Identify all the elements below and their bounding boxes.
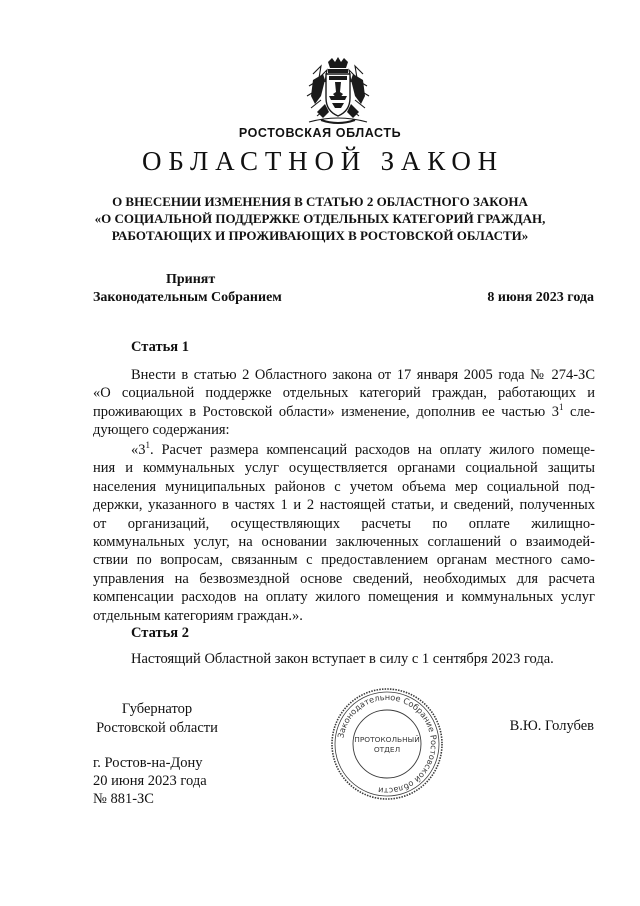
text-line: отдельным категориям граждан.». bbox=[93, 607, 303, 624]
text-span: . Расчет размера компенсаций расходов на оплату жилого помеще- bbox=[150, 442, 595, 458]
stamp-center-line: ПРОТОКОЛЬНЫЙ bbox=[354, 735, 420, 744]
region-name: РОСТОВСКАЯ ОБЛАСТЬ bbox=[238, 126, 402, 140]
superscript: 1 bbox=[559, 401, 564, 412]
law-subject-title bbox=[60, 193, 580, 244]
governor-name: В.Ю. Голубев bbox=[509, 718, 594, 734]
text-line: коммунальных услуг, на основании заключенных соглашений о взаимодей- bbox=[93, 534, 595, 551]
text-line bbox=[93, 441, 595, 459]
signing-place: г. Ростов-на-Дону bbox=[93, 755, 203, 771]
text-line: ния и коммунальных услуг осуществляется органами социальной защиты bbox=[93, 460, 595, 477]
text-line: держки, указанного в частях 1 и 2 настоящей статьи, и сведений, полученных bbox=[93, 497, 595, 514]
stamp-ring-text: Законодательное Собрание Ростовской области bbox=[335, 691, 440, 797]
text-line: Настоящий Областной закон вступает в силу с 1 сентября 2023 года. bbox=[131, 651, 554, 667]
adopted-by-assembly: Законодательным Собранием bbox=[93, 290, 282, 305]
text-line bbox=[93, 403, 595, 421]
text-line: от организаций, осуществляющих расчеты по оплате жилищно- bbox=[93, 515, 595, 532]
text-line: населения муниципальных районов с учетом объема мер социальной под- bbox=[93, 478, 595, 495]
governor-title-line: Ростовской области bbox=[96, 719, 218, 736]
article-1-intro bbox=[93, 366, 595, 440]
signing-details bbox=[93, 754, 207, 809]
law-number: № 881-ЗС bbox=[93, 791, 154, 808]
signing-date: 20 июня 2023 года bbox=[93, 773, 207, 790]
text-line: «О социальной поддержке отдельных категорий граждан, работающих и bbox=[93, 385, 595, 402]
text-span: проживающих в Ростовской области» изменение, дополнив ее частью 3 bbox=[93, 403, 560, 420]
subject-line: «О СОЦИАЛЬНОЙ ПОДДЕРЖКЕ ОТДЕЛЬНЫХ КАТЕГОРИЙ ГРАЖДАН, bbox=[94, 211, 546, 226]
coat-of-arms-emblem bbox=[299, 56, 377, 128]
governor-title-line: Губернатор bbox=[121, 701, 193, 717]
superscript: 1 bbox=[145, 440, 150, 450]
official-stamp bbox=[329, 686, 445, 802]
adoption-date: 8 июня 2023 года bbox=[487, 290, 594, 305]
stamp-center-line: ОТДЕЛ bbox=[373, 745, 401, 754]
subject-line: О ВНЕСЕНИИ ИЗМЕНЕНИЯ В СТАТЬЮ 2 ОБЛАСТНОГО ЗАКОНА bbox=[112, 194, 528, 209]
article-1-heading: Статья 1 bbox=[131, 339, 189, 355]
article-1-quote bbox=[93, 441, 595, 625]
quote-prefix: «3 bbox=[131, 442, 146, 458]
governor-title bbox=[93, 700, 221, 737]
text-line: компенсации расходов на оплату жилого помещения и коммунальных услуг bbox=[93, 589, 595, 606]
article-2-text bbox=[93, 650, 595, 668]
text-span: сле- bbox=[563, 403, 595, 420]
adopted-label: Принят bbox=[166, 272, 216, 287]
subject-line: РАБОТАЮЩИХ И ПРОЖИВАЮЩИХ В РОСТОВСКОЙ ОБЛАСТИ» bbox=[111, 228, 529, 243]
text-line: управления на безвозмездной основе сведений, необходимых для расчета bbox=[93, 570, 595, 587]
text-line: Внести в статью 2 Областного закона от 17 января 2005 года № 274-ЗС bbox=[131, 367, 595, 383]
article-2-heading: Статья 2 bbox=[131, 625, 189, 641]
text-line: ствии по вопросам, связанным с предоставлением органам местного само- bbox=[93, 552, 595, 569]
document-type-title: ОБЛАСТНОЙ ЗАКОН bbox=[142, 146, 504, 176]
text-line: дующего содержания: bbox=[93, 422, 230, 439]
